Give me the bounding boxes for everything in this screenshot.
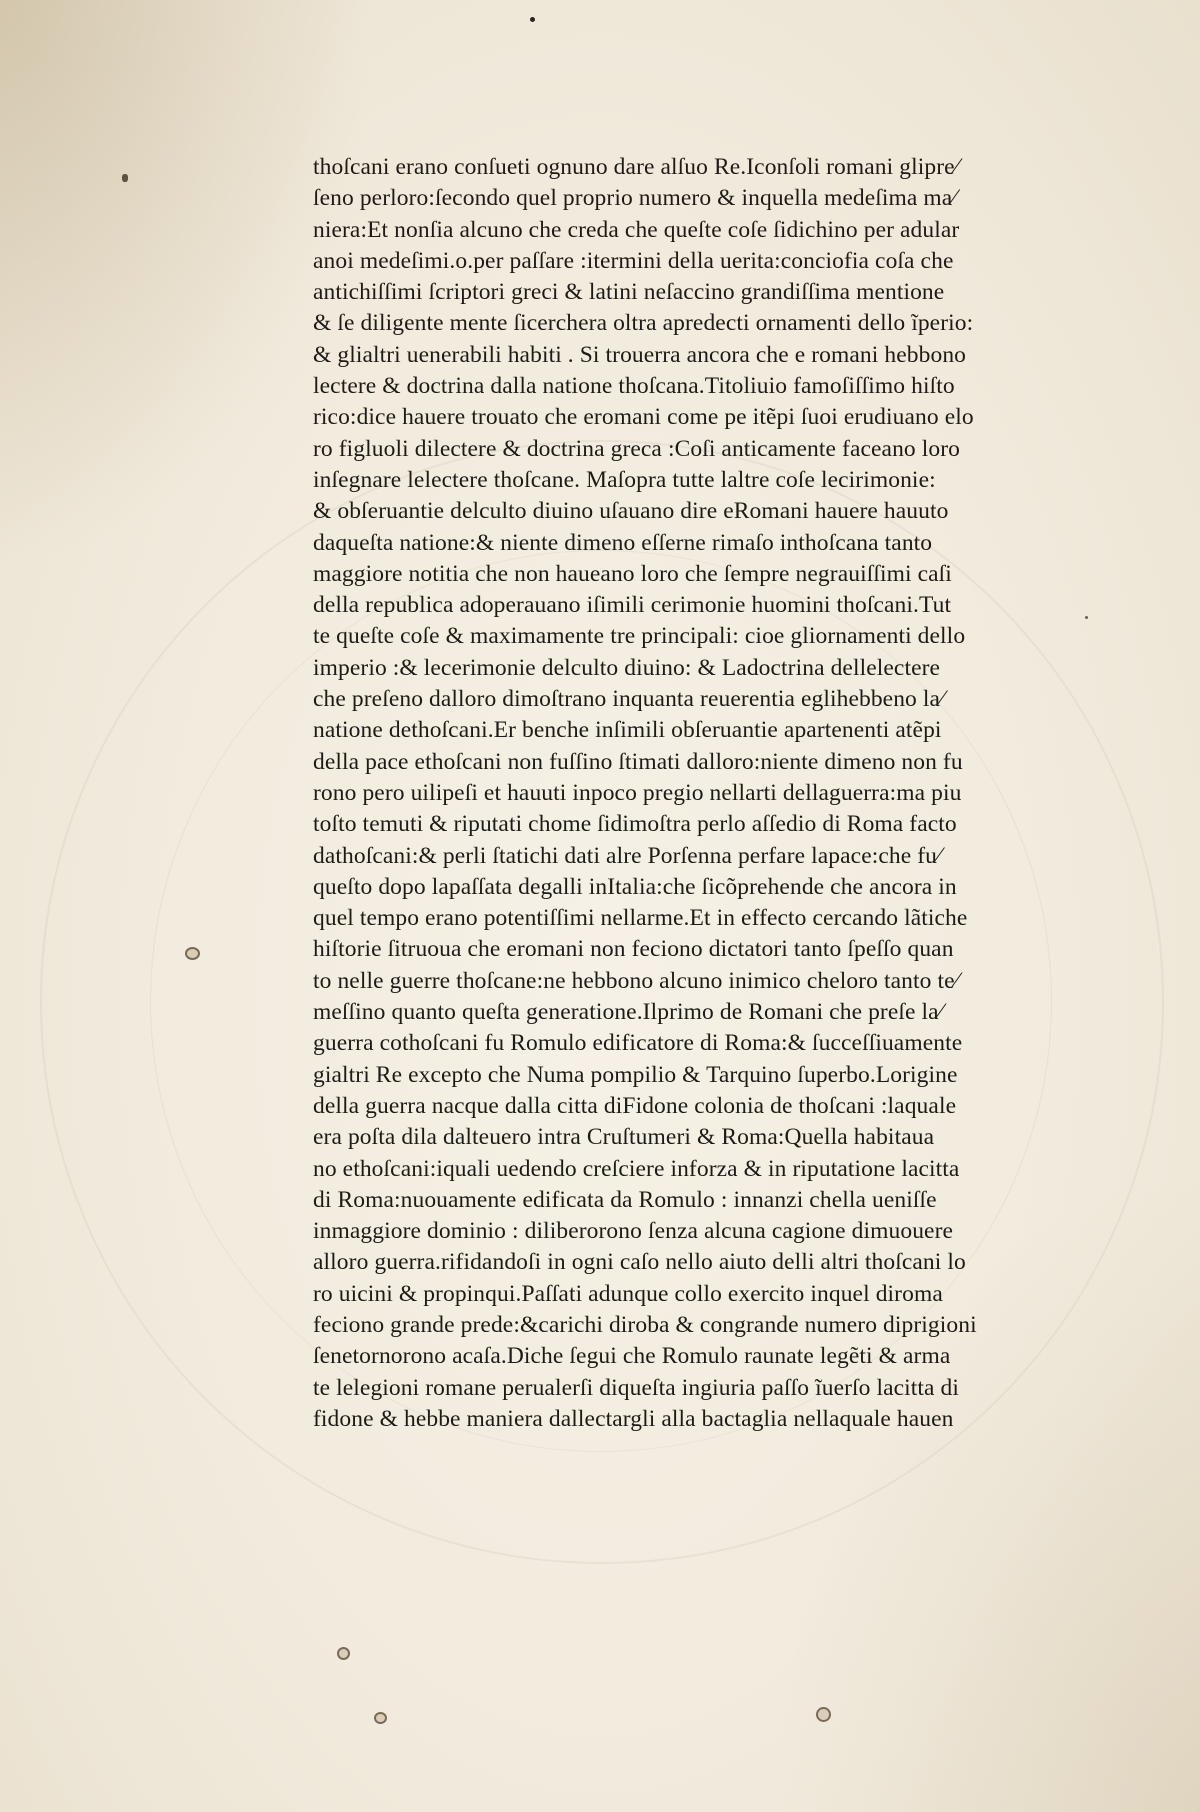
text-line: feciono grande prede:&carichi diroba & congrande numero diprigioni — [313, 1311, 977, 1338]
ink-speck — [530, 17, 535, 22]
text-line: lectere & doctrina dalla natione thoſcana.Titoliuio famoſiſſimo hiſto — [313, 373, 955, 400]
text-line: daqueſta natione:& niente dimeno eſſerne rimaſo inthoſcana tanto — [313, 529, 933, 556]
text-line: alloro guerra.rifidandoſi in ogni caſo nello aiuto delli altri thoſcani lo — [313, 1249, 966, 1276]
text-line: anoi medeſimi.o.per paſſare :itermini della uerita:conciofia coſa che — [313, 247, 954, 274]
text-line: maggiore notitia che non haueano loro che ſempre negrauiſſimi caſi — [313, 560, 952, 587]
text-line: te lelegioni romane perualerſi diqueſta ingiuria paſſo ĩuerſo lacitta di — [313, 1374, 960, 1401]
binding-hole — [337, 1647, 350, 1660]
text-line: era poſta dila dalteuero intra Cruſtumeri & Roma:Quella habitaua — [313, 1124, 935, 1151]
text-line: antichiſſimi ſcriptori greci & latini neſaccino grandiſſima mentione — [313, 279, 945, 306]
text-line: no ethoſcani:iquali uedendo creſciere inforza & in riputatione lacitta — [313, 1155, 960, 1182]
text-line: & glialtri uenerabili habiti . Si trouerra ancora che e romani hebbono — [313, 341, 967, 368]
text-line: queſto dopo lapaſſata degalli inItalia:che ſicõprehende che ancora in — [313, 873, 957, 900]
text-line: rico:dice hauere trouato che eromani come pe itẽpi ſuoi erudiuano elo — [313, 404, 974, 431]
text-line: rono pero uilipeſi et hauuti inpoco pregio nellarti dellaguerra:ma piu — [313, 779, 962, 806]
text-line: quel tempo erano potentiſſimi nellarme.Et in effecto cercando lãtiche — [313, 905, 968, 932]
text-line: dathoſcani:& perli ſtatichi dati alre Porſenna perfare lapace:che fu⁄ — [313, 842, 942, 869]
text-line: ro uicini & propinqui.Paſſati adunque collo exercito inquel diroma — [313, 1280, 943, 1307]
ink-speck — [1085, 616, 1088, 619]
text-line: thoſcani erano conſueti ognuno dare alſuo Re.Iconſoli romani glipre⁄ — [313, 154, 959, 180]
text-block — [313, 152, 1079, 1435]
text-line: fidone & hebbe maniera dallectargli alla bactaglia nellaquale hauen — [313, 1405, 954, 1432]
text-line: ro figluoli dilectere & doctrina greca :Coſi anticamente faceano loro — [313, 435, 960, 462]
ink-speck — [122, 174, 128, 182]
text-line: to nelle guerre thoſcane:ne hebbono alcuno inimico cheloro tanto te⁄ — [313, 967, 959, 994]
binding-hole — [374, 1712, 387, 1724]
text-line: niera:Et nonſia alcuno che creda che queſte coſe ſidichino per adular — [313, 216, 960, 243]
text-line: natione dethoſcani.Er benche inſimili obſeruantie apartenenti atẽpi — [313, 717, 942, 744]
text-line: & obſeruantie delculto diuino uſauano dire eRomani hauere hauuto — [313, 498, 949, 525]
text-line: guerra cothoſcani fu Romulo edificatore di Roma:& ſucceſſiuamente — [313, 1030, 963, 1057]
text-line: gialtri Re excepto che Numa pompilio & Tarquino ſuperbo.Lorigine — [313, 1061, 958, 1088]
text-line: te queſte coſe & maximamente tre principali: cioe gliornamenti dello — [313, 623, 966, 650]
binding-hole — [185, 947, 200, 960]
text-line: hiſtorie ſitruoua che eromani non feciono dictatori tanto ſpeſſo quan — [313, 936, 954, 963]
text-line: meſſino quanto queſta generatione.Ilprimo de Romani che preſe la⁄ — [313, 999, 943, 1026]
text-line: & ſe diligente mente ſicerchera oltra apredecti ornamenti dello ĩperio: — [313, 310, 974, 337]
text-line: ſenetornorono acaſa.Diche ſegui che Romulo raunate legẽti & arma — [313, 1343, 951, 1370]
text-line: imperio :& lecerimonie delculto diuino: & Ladoctrina dellelectere — [313, 654, 941, 681]
text-line: toſto temuti & riputati chome ſidimoſtra perlo aſſedio di Roma facto — [313, 811, 957, 838]
binding-hole — [816, 1707, 831, 1722]
text-line: della pace ethoſcani non fuſſino ſtimati dalloro:niente dimeno non fu — [313, 748, 963, 775]
text-line: che preſeno dalloro dimoſtrano inquanta reuerentia eglihebbeno la⁄ — [313, 686, 945, 713]
text-line: di Roma:nuouamente edificata da Romulo : innanzi chella ueniſſe — [313, 1186, 937, 1213]
text-line: inſegnare lelectere thoſcane. Maſopra tutte laltre coſe lecirimonie: — [313, 466, 936, 493]
text-line: ſeno perloro:ſecondo quel proprio numero & inquella medeſima ma⁄ — [313, 185, 957, 212]
text-line: della republica adoperauano iſimili cerimonie huomini thoſcani.Tut — [313, 592, 952, 619]
text-line: della guerra nacque dalla citta diFidone colonia de thoſcani :laquale — [313, 1092, 957, 1119]
text-line: inmaggiore dominio : diliberorono ſenza alcuna cagione dimuouere — [313, 1218, 954, 1245]
